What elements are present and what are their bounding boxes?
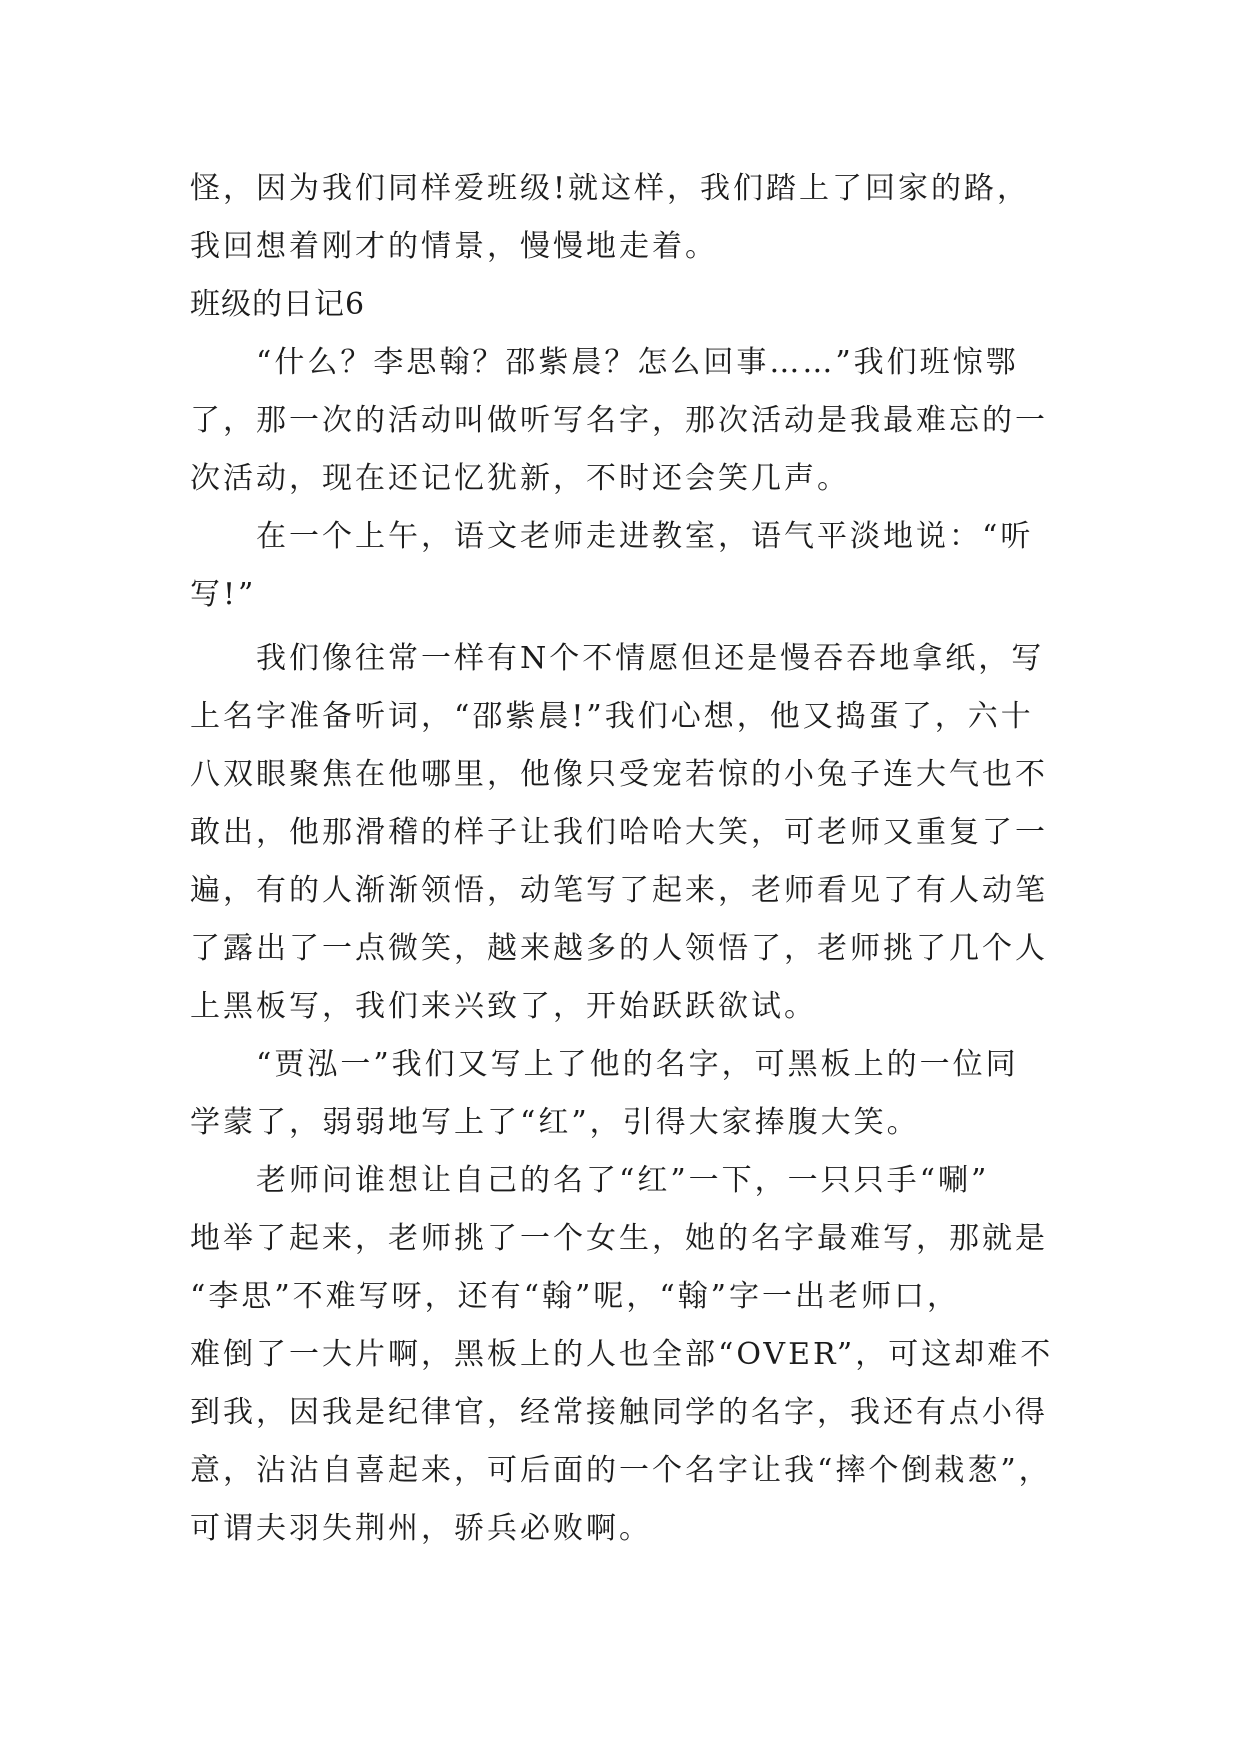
paragraph-line: 老师问谁想让自己的名了“红”一下，一只只手“唰” [256, 1163, 990, 1198]
paragraph-line: 难倒了一大片啊，黑板上的人也全部“OVER”，可这却难不 [190, 1337, 1054, 1372]
paragraph-line: “贾泓一”我们又写上了他的名字，可黑板上的一位同 [256, 1047, 1019, 1082]
paragraph-line: “什么？李思翰？邵紫晨？怎么回事……”我们班惊鄂 [256, 345, 1019, 380]
paragraph-line: 遍，有的人渐渐领悟，动笔写了起来，老师看见了有人动笔 [190, 873, 1048, 908]
paragraph-line: 我们像往常一样有N个不情愿但还是慢吞吞地拿纸，写 [256, 641, 1045, 676]
paragraph-line: 了，那一次的活动叫做听写名字，那次活动是我最难忘的一 [190, 403, 1048, 438]
paragraph-line: 八双眼聚焦在他哪里，他像只受宠若惊的小兔子连大气也不 [190, 757, 1048, 792]
paragraph-line: 可谓夫羽失荆州，骄兵必败啊。 [190, 1511, 652, 1546]
paragraph [190, 508, 1060, 624]
paragraph-line: 意，沾沾自喜起来，可后面的一个名字让我“摔个倒栽葱”， [190, 1453, 1052, 1488]
paragraph-line: 上黑板写，我们来兴致了，开始跃跃欲试。 [190, 989, 817, 1024]
paragraph [190, 630, 1060, 1036]
carryover-line: 我回想着刚才的情景，慢慢地走着。 [190, 229, 718, 264]
paragraph-line: 学蒙了，弱弱地写上了“红”，引得大家捧腹大笑。 [190, 1105, 920, 1140]
section-title: 班级的日记6 [190, 287, 366, 322]
paragraph-line: 敢出，他那滑稽的样子让我们哈哈大笑，可老师又重复了一 [190, 815, 1048, 850]
paragraph [190, 334, 1060, 508]
carryover-line: 怪，因为我们同样爱班级!就这样，我们踏上了回家的路， [190, 171, 1031, 206]
paragraph-line: 了露出了一点微笑，越来越多的人领悟了，老师挑了几个人 [190, 931, 1048, 966]
paragraph-line: 上名字准备听词，“邵紫晨!”我们心想，他又捣蛋了，六十 [190, 699, 1034, 734]
paragraph [190, 1152, 1060, 1558]
paragraph-line: 到我，因我是纪律官，经常接触同学的名字，我还有点小得 [190, 1395, 1048, 1430]
paragraph-line: 地举了起来，老师挑了一个女生，她的名字最难写，那就是 [190, 1221, 1048, 1256]
paragraph-line: “李思”不难写呀，还有“翰”呢，“翰”字一出老师口， [190, 1279, 961, 1314]
paragraph-line: 在一个上午，语文老师走进教室，语气平淡地说：“听 [256, 519, 1034, 554]
paragraph-line: 次活动，现在还记忆犹新，不时还会笑几声。 [190, 461, 850, 496]
paragraph [190, 1036, 1060, 1152]
paragraph-line: 写!” [190, 577, 257, 612]
document-body [190, 160, 1060, 1558]
